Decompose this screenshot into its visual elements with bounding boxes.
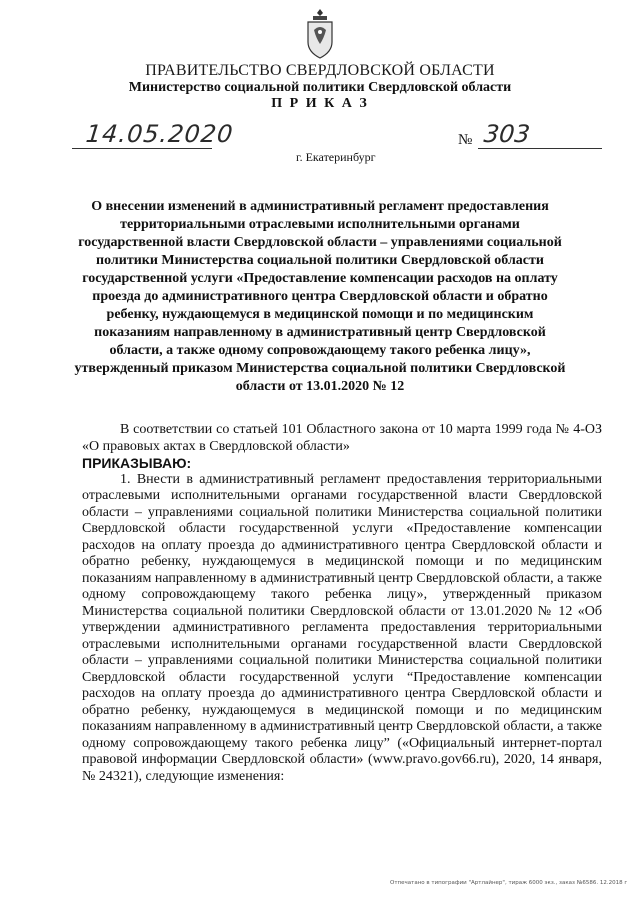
city-name: г. Екатеринбург [296,150,376,164]
number-sign: № [458,132,473,148]
ministry-name: Министерство социальной политики Свердловской области [128,80,512,95]
coat-of-arms-emblem [305,8,335,60]
print-note: Отпечатано в типографии "Артлайнер", тираж 6000 экз., заказ №6586. 12.2018 г [390,880,628,886]
handwritten-number: 303 [482,120,532,148]
government-title: ПРАВИТЕЛЬСТВО СВЕРДЛОВСКОЙ ОБЛАСТИ [145,62,495,79]
order-word: П Р И К А З [271,96,369,111]
number-underline [478,148,602,149]
order-body [82,422,602,785]
date-underline [72,148,212,149]
item-1-paragraph: 1. Внести в административный регламент предоставления территориальными отраслевыми исполнительными органами государственной власти Свердловской области – управлениями социальной политики Министерства социальной политики Свердловской области государственной услуги «Предоставление компенсации расходов на оплату проезда до административного центра Свердловской области и обратно ребенку, нуждающемуся в медицинской помощи и по медицинским показаниям направленному в административный центр Свердловской области, а также одному сопровождающему такого ребенка лицу», утвержденный приказом Министерства социальной политики Свердловской области от 13.01.2020 № 12 «Об утверждении административного регламента предоставления территориальными отраслевыми исполнительными органами государственной власти Свердловской области – управлениями социальной политики Министерства социальной политики Свердловской области государственной услуги “Предоставление компенсации расходов на оплату проезда до административного центра Свердловской области и обратно ребенку, нуждающемуся в медицинской помощи и по медицинским показаниям направленному в административный центр Свердловской области, а также одному сопровождающему такого ребенка лицу” («Официальный интернет-портал правовой информации Свердловской области» (www.pravo.gov66.ru), 2020, 14 января, № 24321), следующие изменения: [82,471,602,784]
order-title: О внесении изменений в административный регламент предоставления территориальными отраслевыми исполнительными органами государственной власти Свердловской области – управлениями социальной политики Министерства социальной политики Свердловской области государственной услуги «Предоставление компенсации расходов на оплату проезда до административного центра Свердловской области и обратно ребенку, нуждающемуся в медицинской помощи и по медицинским показаниям направленному в административный центр Свердловской области, а также одному сопровождающему такого ребенка лицу», утвержденный приказом Министерства социальной политики Свердловской области от 13.01.2020 № 12 [74,199,566,394]
preamble-paragraph: В соответствии со статьей 101 Областного закона от 10 марта 1999 года № 4-ОЗ «О правовых актах в Свердловской области» [82,422,602,454]
order-verb: ПРИКАЗЫВАЮ: [82,455,192,471]
handwritten-date: 14.05.2020 [84,120,235,148]
